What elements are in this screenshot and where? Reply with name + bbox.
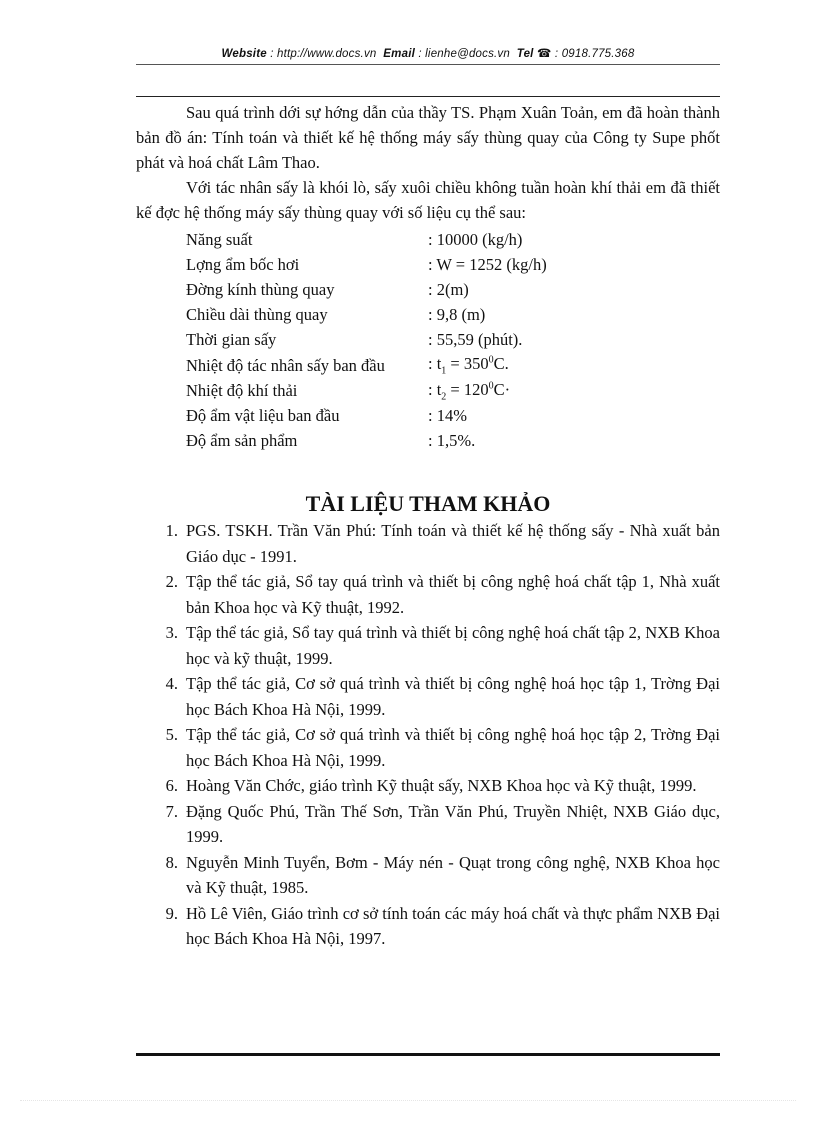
reference-number: 4.: [165, 674, 178, 693]
spec-value-part: : t: [428, 354, 442, 374]
spec-value-part: 0: [488, 380, 494, 392]
intro-paragraph-1: Sau quá trình dới sự hớng dẫn của thầy TS. Phạm Xuân Toản, em đã hoàn thành bản đồ án: Tính toán và thiết kế hệ thống máy sấy thùng quay của Công ty Supe phốt phát và hoá chất Lâm Thao.: [136, 103, 720, 172]
reference-number: 1.: [165, 521, 178, 540]
spec-value: : W = 1252 (kg/h): [428, 254, 547, 274]
spec-value: : 14%: [428, 405, 467, 425]
spec-row: [186, 252, 720, 277]
spec-row: [186, 277, 720, 302]
reference-number: 9.: [165, 903, 178, 923]
top-divider: [136, 96, 720, 97]
spec-label: Lợng ẩm bốc hơi: [186, 254, 300, 274]
email-label: Email: [383, 48, 415, 60]
reference-number: 5.: [165, 725, 178, 744]
spec-label: Độ ẩm sản phẩm: [186, 431, 298, 451]
reference-text: Tập thể tác giả, Cơ sở quá trình và thiết bị công nghệ hoá học tập 1, Trờng Đại học Bách Khoa Hà Nội, 1999.: [186, 674, 720, 719]
spec-value: [428, 380, 720, 402]
references-list: [136, 518, 720, 952]
reference-text: Đặng Quốc Phú, Trần Thế Sơn, Trần Văn Phú, Truyền Nhiệt, NXB Giáo dục, 1999.: [186, 801, 720, 846]
intro-paragraph-2: Với tác nhân sấy là khói lò, sấy xuôi chiều không tuần hoàn khí thải em đã thiết kế đợc hệ thống máy sấy thùng quay với số liệu cụ thể sau:: [136, 178, 720, 222]
reference-item: [136, 799, 720, 850]
spec-row: [186, 378, 720, 403]
spec-value-part: : t: [428, 379, 442, 399]
footer-rule: [136, 1053, 720, 1056]
reference-text: Tập thể tác giả, Sổ tay quá trình và thiết bị công nghệ hoá chất tập 2, NXB Khoa học và kỹ thuật, 1999.: [186, 623, 720, 668]
intro-section: [136, 100, 720, 225]
reference-item: [136, 850, 720, 901]
reference-text: PGS. TSKH. Trần Văn Phú: Tính toán và thiết kế hệ thống sấy - Nhà xuất bản Giáo dục - 1991.: [186, 521, 720, 566]
spec-value: : 10000 (kg/h): [428, 229, 523, 249]
bottom-dotted-edge: [20, 1100, 796, 1101]
website-label: Website: [221, 48, 267, 60]
reference-item: [136, 722, 720, 773]
spec-label: Nhiệt độ tác nhân sấy ban đầu: [186, 355, 385, 375]
spec-label: Nhiệt độ khí thải: [186, 380, 298, 400]
reference-item: [136, 569, 720, 620]
spec-label: Đờng kính thùng quay: [186, 279, 335, 299]
reference-number: 6.: [165, 776, 178, 795]
spec-row: [186, 227, 720, 252]
spec-value-part: C·: [493, 379, 511, 399]
references-title: TÀI LIỆU THAM KHẢO: [305, 491, 551, 516]
spec-value: : 9,8 (m): [428, 305, 486, 325]
reference-item: [136, 620, 720, 671]
email-value: : lienhe@docs.vn: [418, 48, 510, 60]
spec-value-part: C.: [493, 354, 509, 374]
reference-number: 2.: [165, 572, 178, 591]
spec-value: : 1,5%.: [428, 431, 476, 451]
spec-value: [428, 354, 720, 376]
reference-item: [136, 773, 720, 799]
page-header: [136, 46, 720, 60]
tel-value: ☎ : 0918.775.368: [536, 48, 635, 60]
spec-row: [186, 303, 720, 328]
tel-label: Tel: [516, 48, 534, 60]
reference-text: Tập thể tác giả, Sổ tay quá trình và thiết bị công nghệ hoá chất tập 1, Nhà xuất bản Khoa học và Kỹ thuật, 1992.: [186, 572, 720, 617]
header-rule: [136, 64, 720, 65]
reference-text: Tập thể tác giả, Cơ sở quá trình và thiết bị công nghệ hoá học tập 2, Trờng Đại học Bách Khoa Hà Nội, 1999.: [186, 725, 720, 770]
spec-value-part: 2: [441, 390, 447, 402]
spec-label: Thời gian sấy: [186, 330, 277, 350]
spec-value-part: 0: [488, 354, 494, 366]
reference-text: Hoàng Văn Chớc, giáo trình Kỹ thuật sấy, NXB Khoa học và Kỹ thuật, 1999.: [186, 776, 697, 795]
reference-number: 8.: [165, 852, 178, 872]
spec-label: Năng suất: [186, 229, 253, 249]
spec-value-part: 1: [441, 365, 447, 377]
spec-row: [186, 328, 720, 353]
spec-value: : 55,59 (phút).: [428, 330, 523, 350]
reference-text: Nguyễn Minh Tuyển, Bơm - Máy nén - Quạt trong công nghệ, NXB Khoa học và Kỹ thuật, 1985.: [186, 852, 720, 897]
reference-item: [136, 901, 720, 952]
spec-value: : 2(m): [428, 279, 469, 299]
spec-row: [186, 429, 720, 454]
reference-item: [136, 518, 720, 569]
website-value: : http://www.docs.vn: [270, 48, 377, 60]
spec-row: [186, 353, 720, 378]
spec-label: Chiều dài thùng quay: [186, 305, 328, 325]
spec-value-part: = 120: [446, 379, 489, 399]
reference-number: 7.: [165, 801, 178, 821]
reference-item: [136, 671, 720, 722]
spec-value-part: = 350: [446, 354, 489, 374]
spec-row: [186, 403, 720, 428]
reference-text: Hồ Lê Viên, Giáo trình cơ sở tính toán các máy hoá chất và thực phẩm NXB Đại học Bách Khoa Hà Nội, 1997.: [186, 903, 720, 948]
reference-number: 3.: [165, 623, 178, 642]
spec-list: [186, 227, 720, 454]
spec-label: Độ ẩm vật liệu ban đầu: [186, 405, 340, 425]
